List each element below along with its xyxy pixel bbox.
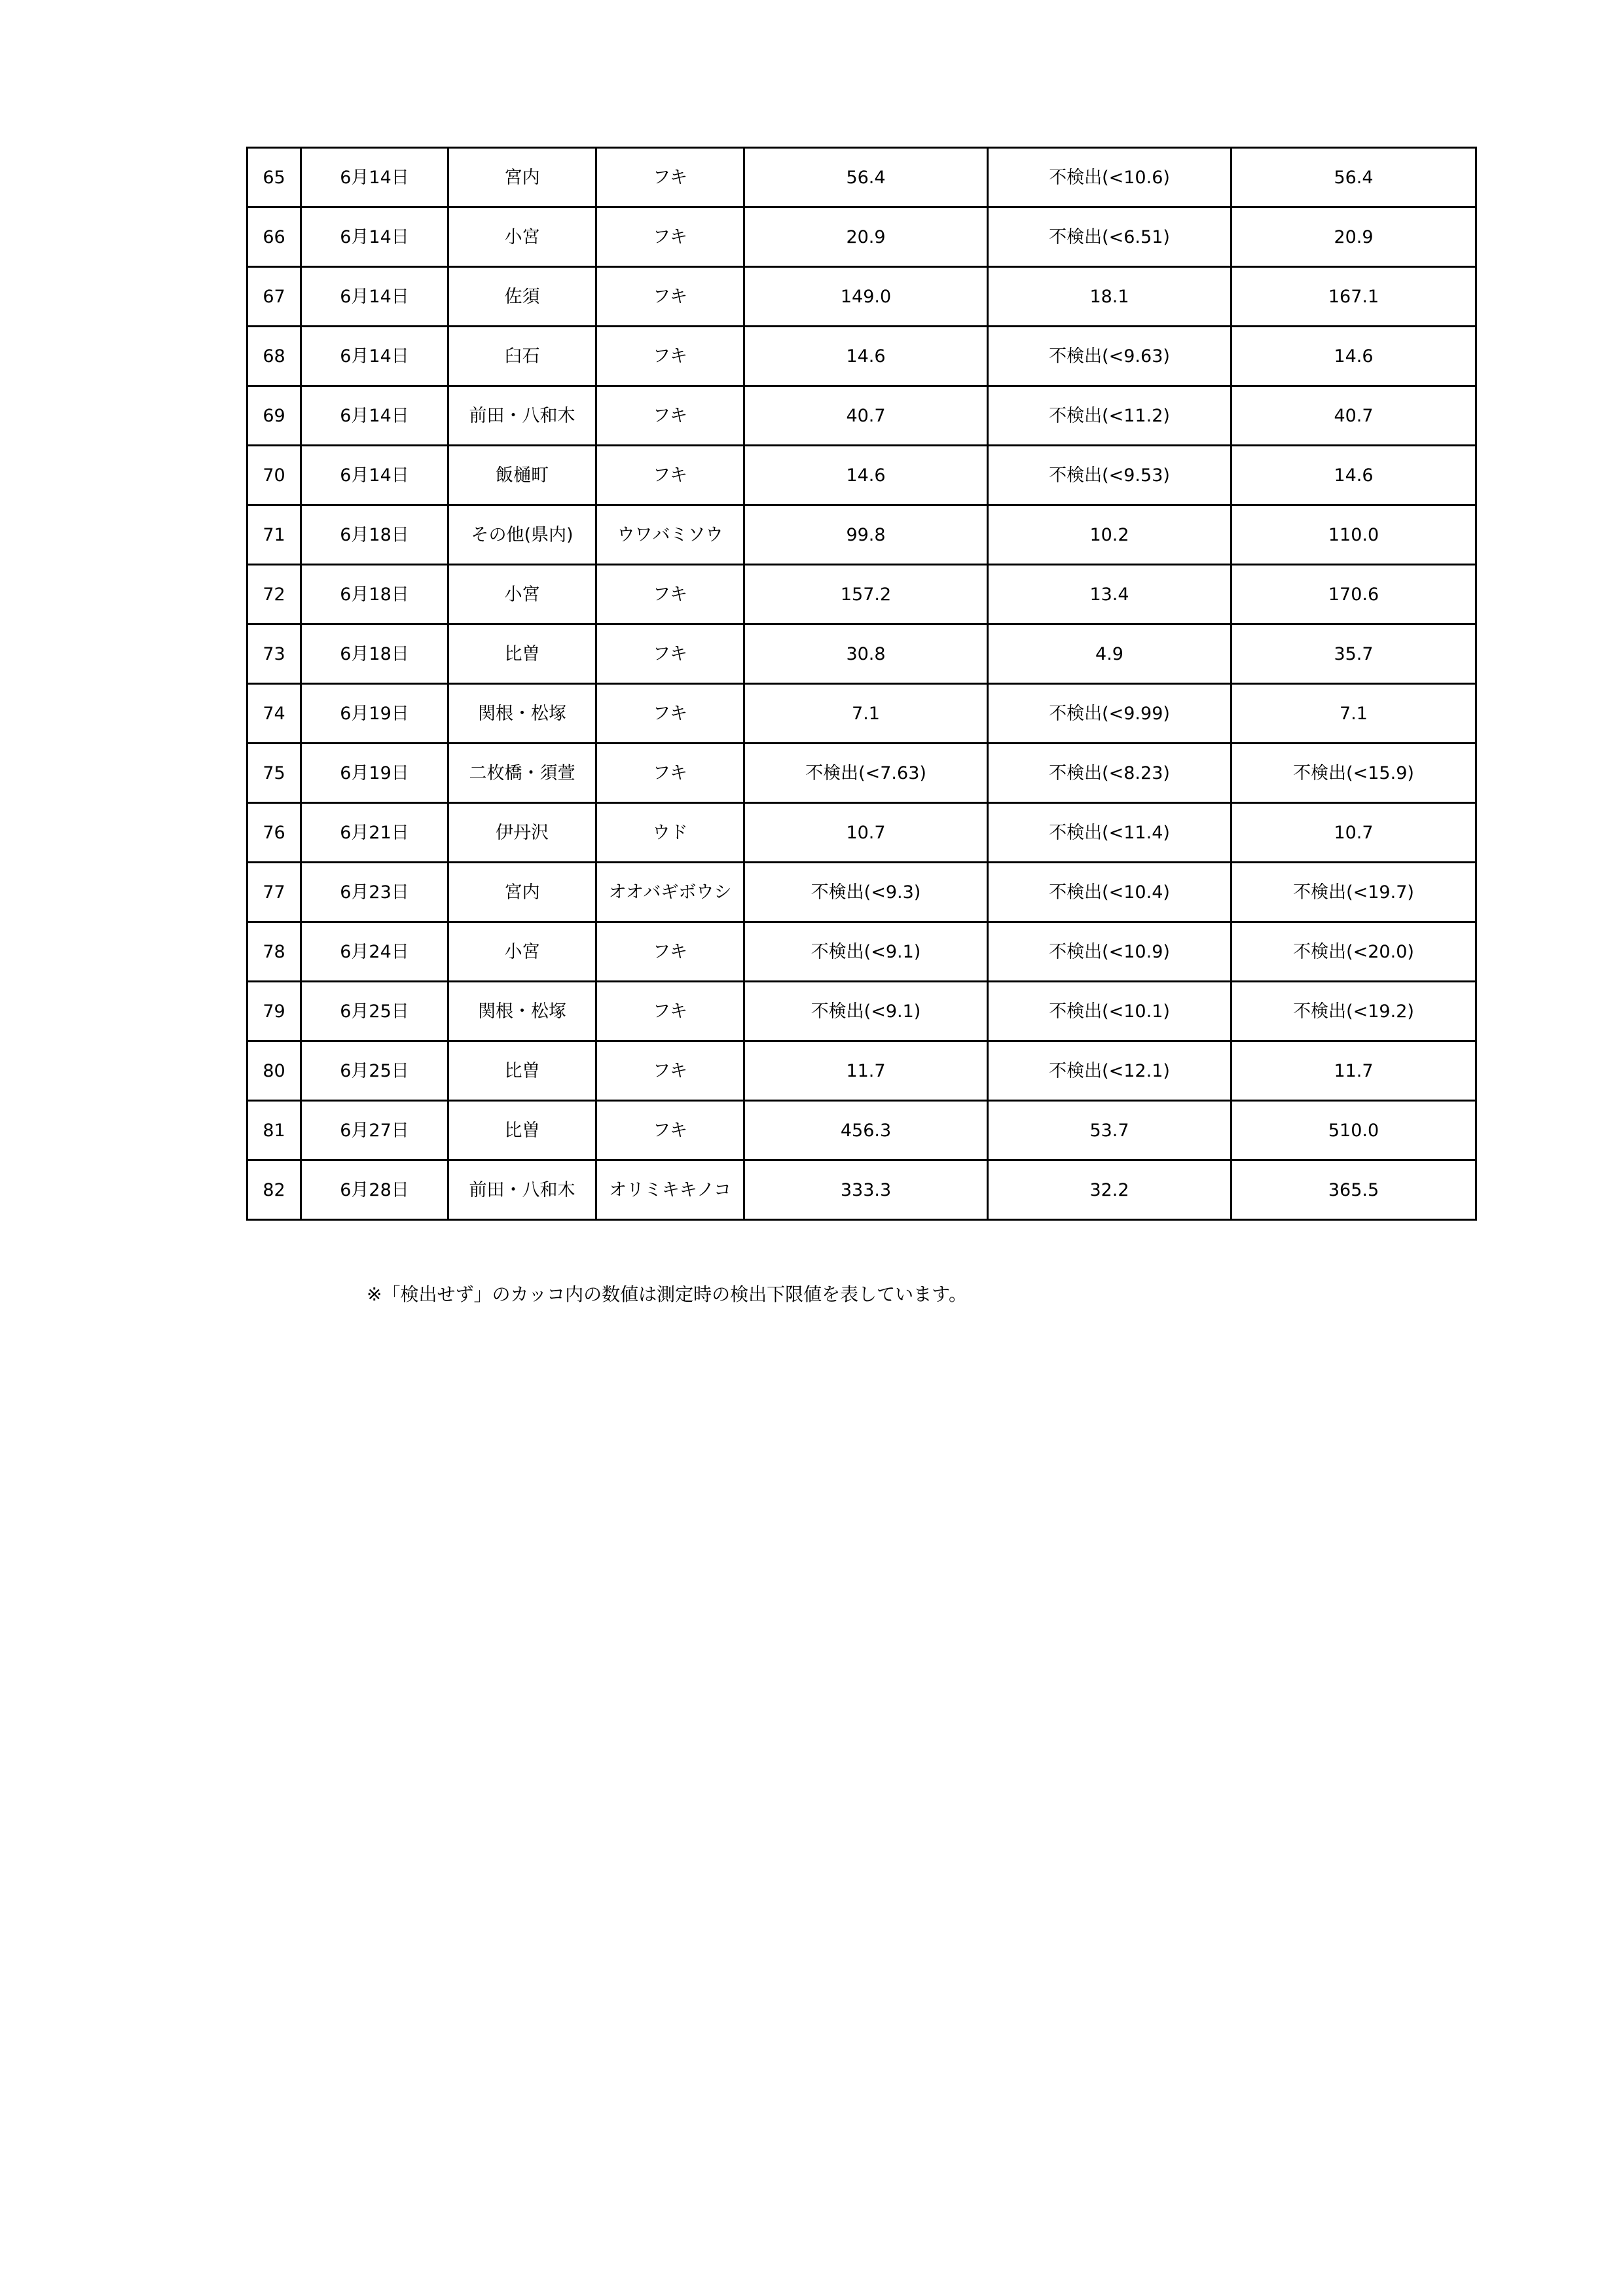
sample-date-cell: 6月25日: [301, 982, 448, 1041]
cesium-134-cell: 7.1: [744, 684, 988, 744]
cesium-137-cell: 不検出(<9.53): [988, 446, 1231, 505]
table-row: [247, 744, 1476, 803]
cesium-134-cell: 不検出(<7.63): [744, 744, 988, 803]
sample-area-cell: 宮内: [448, 863, 596, 922]
cesium-137-cell: 不検出(<9.99): [988, 684, 1231, 744]
cesium-137-cell: 不検出(<10.6): [988, 148, 1231, 207]
sample-area-cell: 比曽: [448, 624, 596, 684]
sample-item-cell: フキ: [596, 624, 744, 684]
sample-item-cell: ウド: [596, 803, 744, 863]
cesium-total-cell: 170.6: [1231, 565, 1476, 624]
table-row: [247, 386, 1476, 446]
sample-date-cell: 6月18日: [301, 505, 448, 565]
sample-item-cell: フキ: [596, 684, 744, 744]
cesium-134-cell: 不検出(<9.3): [744, 863, 988, 922]
sample-area-cell: 比曽: [448, 1041, 596, 1101]
sample-number-cell: 78: [247, 922, 301, 982]
cesium-134-cell: 11.7: [744, 1041, 988, 1101]
sample-number-cell: 66: [247, 207, 301, 267]
sample-number-cell: 79: [247, 982, 301, 1041]
sample-number-cell: 72: [247, 565, 301, 624]
sample-item-cell: フキ: [596, 386, 744, 446]
table-row: [247, 207, 1476, 267]
sample-area-cell: 伊丹沢: [448, 803, 596, 863]
table-row: [247, 922, 1476, 982]
sample-number-cell: 65: [247, 148, 301, 207]
table-row: [247, 1101, 1476, 1160]
sample-area-cell: 佐須: [448, 267, 596, 327]
cesium-total-cell: 510.0: [1231, 1101, 1476, 1160]
cesium-total-cell: 不検出(<15.9): [1231, 744, 1476, 803]
cesium-134-cell: 10.7: [744, 803, 988, 863]
cesium-134-cell: 56.4: [744, 148, 988, 207]
table-row: [247, 803, 1476, 863]
sample-number-cell: 67: [247, 267, 301, 327]
sample-number-cell: 80: [247, 1041, 301, 1101]
table-row: [247, 863, 1476, 922]
sample-number-cell: 77: [247, 863, 301, 922]
cesium-total-cell: 35.7: [1231, 624, 1476, 684]
cesium-137-cell: 10.2: [988, 505, 1231, 565]
sample-item-cell: フキ: [596, 565, 744, 624]
sample-number-cell: 74: [247, 684, 301, 744]
sample-area-cell: 小宮: [448, 922, 596, 982]
sample-number-cell: 81: [247, 1101, 301, 1160]
sample-item-cell: オリミキキノコ: [596, 1160, 744, 1220]
cesium-134-cell: 不検出(<9.1): [744, 922, 988, 982]
sample-number-cell: 82: [247, 1160, 301, 1220]
cesium-137-cell: 不検出(<10.9): [988, 922, 1231, 982]
cesium-total-cell: 365.5: [1231, 1160, 1476, 1220]
sample-number-cell: 73: [247, 624, 301, 684]
measurement-table-body: [247, 148, 1476, 1220]
cesium-137-cell: 32.2: [988, 1160, 1231, 1220]
cesium-137-cell: 4.9: [988, 624, 1231, 684]
cesium-137-cell: 18.1: [988, 267, 1231, 327]
sample-number-cell: 70: [247, 446, 301, 505]
cesium-total-cell: 110.0: [1231, 505, 1476, 565]
footnote: ※「検出せず」のカッコ内の数値は測定時の検出下限値を表しています。: [367, 1283, 967, 1305]
sample-item-cell: オオバギボウシ: [596, 863, 744, 922]
cesium-total-cell: 7.1: [1231, 684, 1476, 744]
cesium-total-cell: 不検出(<19.7): [1231, 863, 1476, 922]
sample-area-cell: 関根・松塚: [448, 684, 596, 744]
sample-date-cell: 6月14日: [301, 148, 448, 207]
table-row: [247, 982, 1476, 1041]
cesium-total-cell: 56.4: [1231, 148, 1476, 207]
cesium-137-cell: 不検出(<11.4): [988, 803, 1231, 863]
cesium-total-cell: 10.7: [1231, 803, 1476, 863]
sample-area-cell: 関根・松塚: [448, 982, 596, 1041]
cesium-134-cell: 30.8: [744, 624, 988, 684]
sample-date-cell: 6月27日: [301, 1101, 448, 1160]
cesium-134-cell: 20.9: [744, 207, 988, 267]
sample-item-cell: フキ: [596, 267, 744, 327]
sample-item-cell: フキ: [596, 327, 744, 386]
cesium-total-cell: 167.1: [1231, 267, 1476, 327]
cesium-total-cell: 11.7: [1231, 1041, 1476, 1101]
sample-date-cell: 6月19日: [301, 744, 448, 803]
table-row: [247, 565, 1476, 624]
sample-area-cell: その他(県内): [448, 505, 596, 565]
sample-item-cell: フキ: [596, 744, 744, 803]
sample-area-cell: 宮内: [448, 148, 596, 207]
sample-number-cell: 68: [247, 327, 301, 386]
measurement-table: [246, 147, 1477, 1221]
sample-area-cell: 比曽: [448, 1101, 596, 1160]
cesium-137-cell: 13.4: [988, 565, 1231, 624]
cesium-137-cell: 不検出(<8.23): [988, 744, 1231, 803]
cesium-137-cell: 不検出(<9.63): [988, 327, 1231, 386]
sample-area-cell: 臼石: [448, 327, 596, 386]
sample-date-cell: 6月23日: [301, 863, 448, 922]
sample-date-cell: 6月25日: [301, 1041, 448, 1101]
cesium-137-cell: 53.7: [988, 1101, 1231, 1160]
sample-area-cell: 前田・八和木: [448, 1160, 596, 1220]
sample-item-cell: フキ: [596, 1101, 744, 1160]
sample-date-cell: 6月21日: [301, 803, 448, 863]
sample-date-cell: 6月18日: [301, 565, 448, 624]
sample-date-cell: 6月14日: [301, 267, 448, 327]
sample-number-cell: 76: [247, 803, 301, 863]
sample-area-cell: 小宮: [448, 565, 596, 624]
cesium-137-cell: 不検出(<10.4): [988, 863, 1231, 922]
cesium-134-cell: 不検出(<9.1): [744, 982, 988, 1041]
sample-date-cell: 6月14日: [301, 207, 448, 267]
cesium-137-cell: 不検出(<12.1): [988, 1041, 1231, 1101]
sample-number-cell: 71: [247, 505, 301, 565]
sample-item-cell: ウワバミソウ: [596, 505, 744, 565]
cesium-134-cell: 99.8: [744, 505, 988, 565]
sample-date-cell: 6月14日: [301, 386, 448, 446]
sample-item-cell: フキ: [596, 1041, 744, 1101]
cesium-134-cell: 40.7: [744, 386, 988, 446]
table-row: [247, 624, 1476, 684]
sample-item-cell: フキ: [596, 148, 744, 207]
sample-item-cell: フキ: [596, 446, 744, 505]
sample-area-cell: 小宮: [448, 207, 596, 267]
sample-area-cell: 前田・八和木: [448, 386, 596, 446]
sample-date-cell: 6月28日: [301, 1160, 448, 1220]
sample-date-cell: 6月18日: [301, 624, 448, 684]
cesium-134-cell: 157.2: [744, 565, 988, 624]
cesium-137-cell: 不検出(<6.51): [988, 207, 1231, 267]
table-row: [247, 327, 1476, 386]
cesium-total-cell: 不検出(<20.0): [1231, 922, 1476, 982]
cesium-134-cell: 14.6: [744, 446, 988, 505]
table-row: [247, 1160, 1476, 1220]
sample-date-cell: 6月14日: [301, 327, 448, 386]
table-row: [247, 267, 1476, 327]
cesium-137-cell: 不検出(<11.2): [988, 386, 1231, 446]
cesium-134-cell: 333.3: [744, 1160, 988, 1220]
sample-area-cell: 飯樋町: [448, 446, 596, 505]
table-row: [247, 684, 1476, 744]
cesium-137-cell: 不検出(<10.1): [988, 982, 1231, 1041]
table-row: [247, 505, 1476, 565]
cesium-134-cell: 149.0: [744, 267, 988, 327]
sample-item-cell: フキ: [596, 207, 744, 267]
cesium-total-cell: 14.6: [1231, 446, 1476, 505]
sample-item-cell: フキ: [596, 922, 744, 982]
cesium-total-cell: 20.9: [1231, 207, 1476, 267]
table-row: [247, 446, 1476, 505]
table-row: [247, 148, 1476, 207]
cesium-134-cell: 14.6: [744, 327, 988, 386]
sample-number-cell: 69: [247, 386, 301, 446]
sample-item-cell: フキ: [596, 982, 744, 1041]
sample-date-cell: 6月14日: [301, 446, 448, 505]
sample-date-cell: 6月24日: [301, 922, 448, 982]
table-row: [247, 1041, 1476, 1101]
sample-date-cell: 6月19日: [301, 684, 448, 744]
sample-number-cell: 75: [247, 744, 301, 803]
sample-area-cell: 二枚橋・須萱: [448, 744, 596, 803]
cesium-total-cell: 14.6: [1231, 327, 1476, 386]
cesium-total-cell: 40.7: [1231, 386, 1476, 446]
cesium-total-cell: 不検出(<19.2): [1231, 982, 1476, 1041]
cesium-134-cell: 456.3: [744, 1101, 988, 1160]
